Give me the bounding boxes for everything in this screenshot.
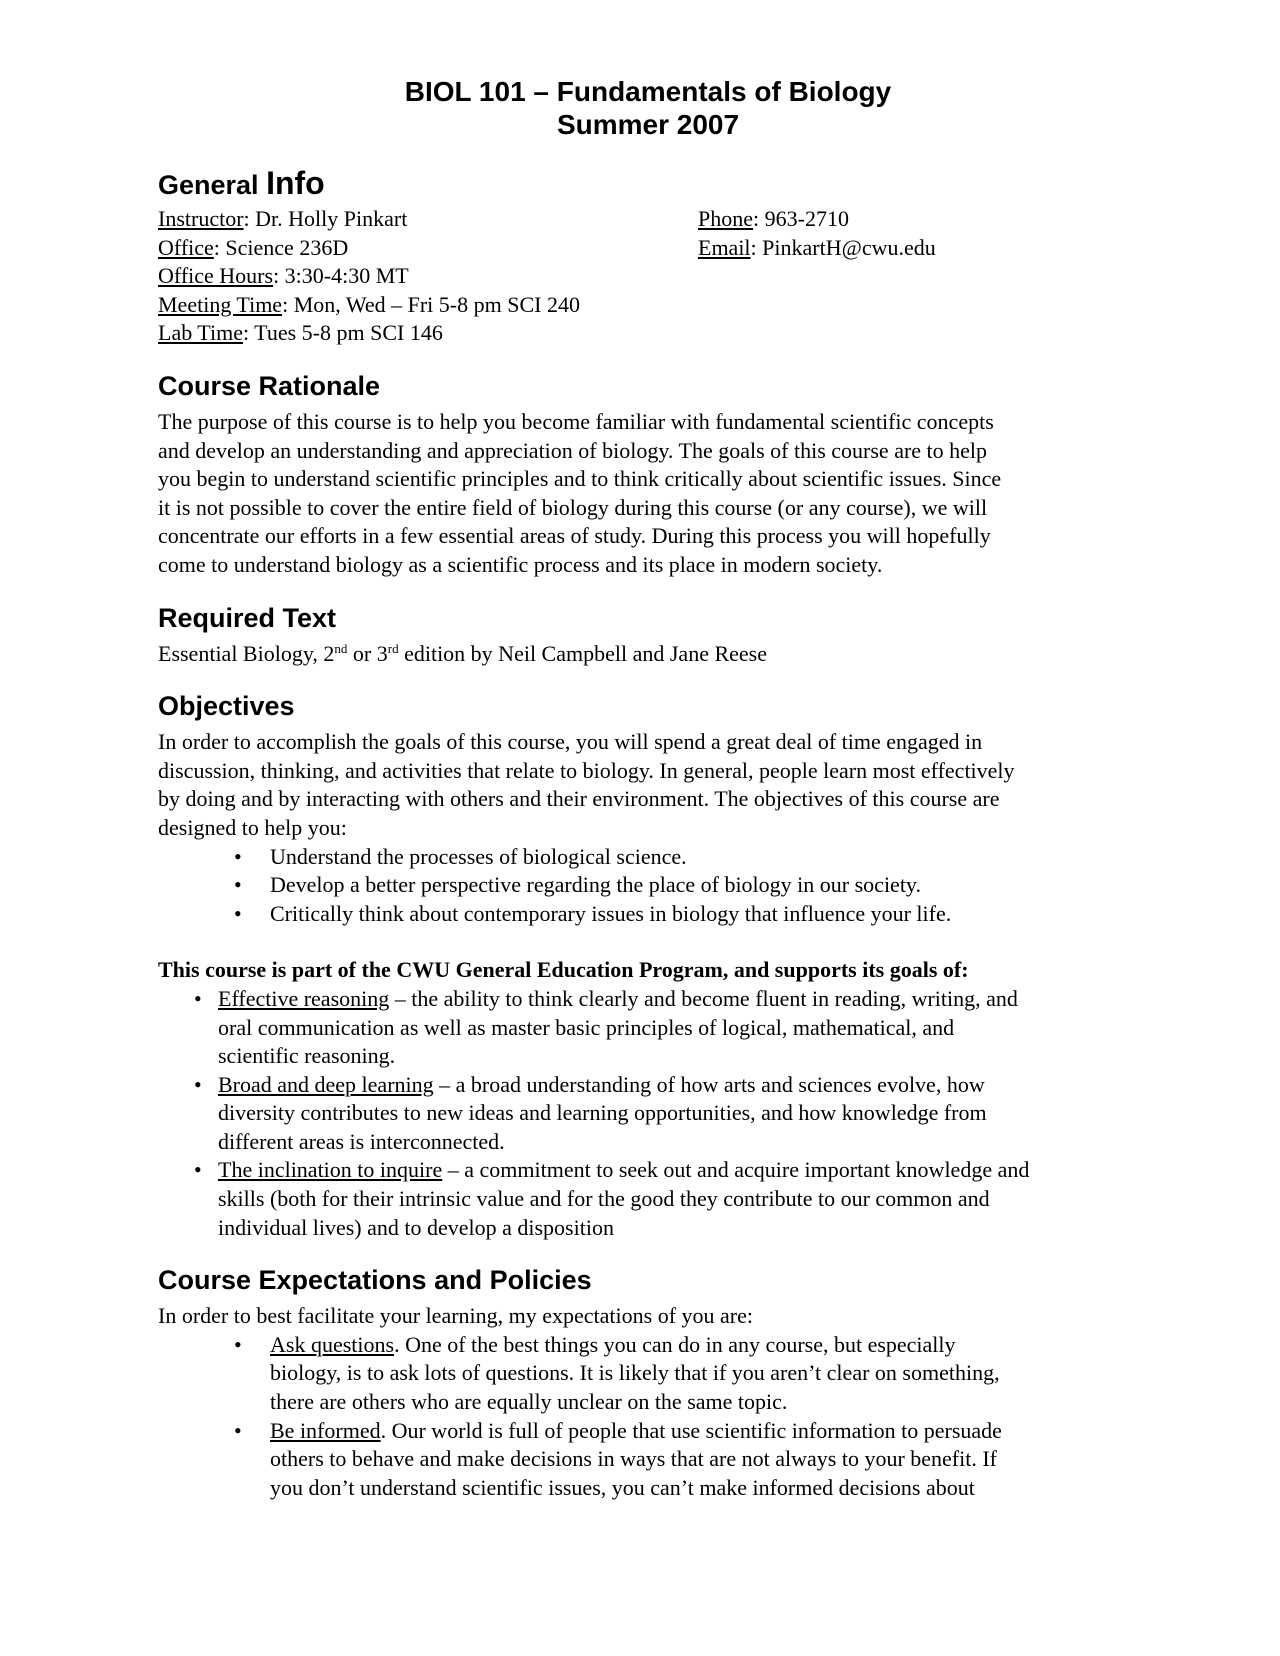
office-label: Office	[158, 234, 214, 260]
paragraph-line: The purpose of this course is to help you become familiar with fundamental scientific concepts	[158, 409, 994, 434]
required-text-heading: Required Text	[158, 602, 337, 633]
goal-text: – a broad understanding of how arts and sciences evolve, how	[433, 1071, 985, 1097]
expectation-text: biology, is to ask lots of questions. It is likely that if you aren’t clear on something,	[270, 1360, 1000, 1386]
info-left-column	[158, 205, 580, 348]
goal-term: The inclination to inquire	[218, 1157, 443, 1183]
list-item	[158, 1156, 1138, 1242]
instructor-label: Instructor	[158, 206, 244, 231]
rationale-paragraph	[158, 408, 1138, 580]
paragraph-line: by doing and by interacting with others and their environment. The objectives of this course are	[158, 786, 1000, 812]
paragraph-line: and develop an understanding and appreciation of biology. The goals of this course are to help	[158, 437, 988, 463]
instructor-line	[158, 205, 580, 234]
paragraph-line: it is not possible to cover the entire field of biology during this course (or any course), we will	[158, 494, 988, 520]
expectation-text: . Our world is full of people that use scientific information to persuade	[380, 1417, 1002, 1443]
expectation-text: there are others who are equally unclear on the same topic.	[270, 1389, 788, 1415]
goal-term: Effective reasoning	[218, 985, 390, 1011]
expectations-intro: In order to best facilitate your learning, my expectations of you are:	[158, 1303, 754, 1329]
paragraph-line: concentrate our efforts in a few essential areas of study. During this process you will hopefully	[158, 523, 991, 549]
list-item: • Develop a better perspective regarding the place of biology in our society.	[158, 871, 1138, 900]
gen-ed-goals-list	[158, 985, 1138, 1242]
list-item: • Critically think about contemporary issues in biology that influence your life.	[158, 900, 1138, 929]
instructor-value: : Dr. Holly Pinkart	[243, 206, 408, 231]
office-line	[158, 234, 580, 263]
general-info-heading-part1: General	[158, 170, 267, 200]
list-item	[158, 1417, 1138, 1503]
phone-line	[698, 205, 936, 234]
objectives-paragraph	[158, 728, 1138, 842]
syllabus-page	[158, 70, 1138, 1502]
goal-text: – a commitment to seek out and acquire important knowledge and	[442, 1157, 1030, 1183]
email-label: Email	[698, 234, 751, 260]
email-line	[698, 234, 936, 263]
term-title: Summer 2007	[556, 109, 740, 140]
office-hours-value: : 3:30-4:30 MT	[273, 263, 409, 289]
goal-term: Broad and deep learning	[218, 1071, 434, 1097]
rationale-heading: Course Rationale	[158, 371, 381, 401]
course-title: BIOL 101 – Fundamentals of Biology	[404, 76, 892, 107]
objectives-list	[158, 843, 1138, 929]
list-item	[158, 985, 1138, 1071]
lab-time-line	[158, 319, 580, 348]
lab-time-label: Lab Time	[158, 320, 243, 346]
list-item	[158, 1331, 1138, 1417]
list-item: • Understand the processes of biological science.	[158, 843, 1138, 872]
phone-label: Phone	[698, 206, 753, 231]
paragraph-line: discussion, thinking, and activities that relate to biology. In general, people learn most effectively	[158, 757, 1015, 783]
phone-value: : 963-2710	[753, 206, 849, 231]
citation-sup2: rd	[387, 640, 399, 656]
goal-text: – the ability to think clearly and become fluent in reading, writing, and	[389, 985, 1018, 1011]
citation-sup1: nd	[334, 640, 348, 656]
paragraph-line: you begin to understand scientific principles and to think critically about scientific issues. Since	[158, 466, 1002, 492]
gen-ed-intro: This course is part of the CWU General Education Program, and supports its goals of:	[158, 957, 969, 983]
expectation-text: others to behave and make decisions in ways that are not always to your benefit. If	[270, 1446, 997, 1472]
expectation-term: Be informed	[270, 1417, 381, 1443]
list-item	[158, 1071, 1138, 1157]
goal-text: skills (both for their intrinsic value and for the good they contribute to our common and	[218, 1186, 990, 1212]
goal-text: individual lives) and to develop a disposition	[218, 1214, 614, 1240]
goal-text: scientific reasoning.	[218, 1043, 396, 1069]
goal-text: diversity contributes to new ideas and learning opportunities, and how knowledge from	[218, 1100, 987, 1126]
document-title	[158, 75, 1138, 141]
expectations-list	[158, 1331, 1138, 1503]
office-hours-label: Office Hours	[158, 263, 274, 289]
general-info-heading-part2: Info	[266, 165, 325, 201]
meeting-time-value: : Mon, Wed – Fri 5-8 pm SCI 240	[282, 291, 580, 317]
expectations-heading: Course Expectations and Policies	[158, 1265, 592, 1296]
expectation-term: Ask questions	[270, 1331, 395, 1357]
meeting-time-line	[158, 291, 580, 320]
citation-part2: or 3	[347, 640, 388, 666]
objectives-heading: Objectives	[158, 691, 295, 722]
office-value: : Science 236D	[213, 234, 349, 260]
info-right-column	[698, 205, 936, 262]
expectation-text: . One of the best things you can do in any course, but especially	[394, 1331, 956, 1357]
general-info-grid	[158, 205, 1138, 348]
office-hours-line	[158, 262, 580, 291]
goal-text: oral communication as well as master basic principles of logical, mathematical, and	[218, 1014, 955, 1040]
general-info-heading	[158, 167, 1138, 201]
paragraph-line: come to understand biology as a scientific process and its place in modern society.	[158, 551, 883, 577]
paragraph-line: designed to help you:	[158, 814, 347, 840]
expectation-text: you don’t understand scientific issues, you can’t make informed decisions about	[270, 1474, 975, 1500]
goal-text: different areas is interconnected.	[218, 1128, 505, 1154]
required-text-citation	[158, 640, 1138, 669]
citation-part3: edition by Neil Campbell and Jane Reese	[398, 640, 767, 666]
email-value: : PinkartH@cwu.edu	[750, 234, 936, 260]
lab-time-value: : Tues 5-8 pm SCI 146	[242, 320, 443, 346]
meeting-time-label: Meeting Time	[158, 291, 283, 317]
paragraph-line: In order to accomplish the goals of this course, you will spend a great deal of time engaged in	[158, 729, 983, 755]
citation-part1: Essential Biology, 2	[158, 640, 335, 666]
